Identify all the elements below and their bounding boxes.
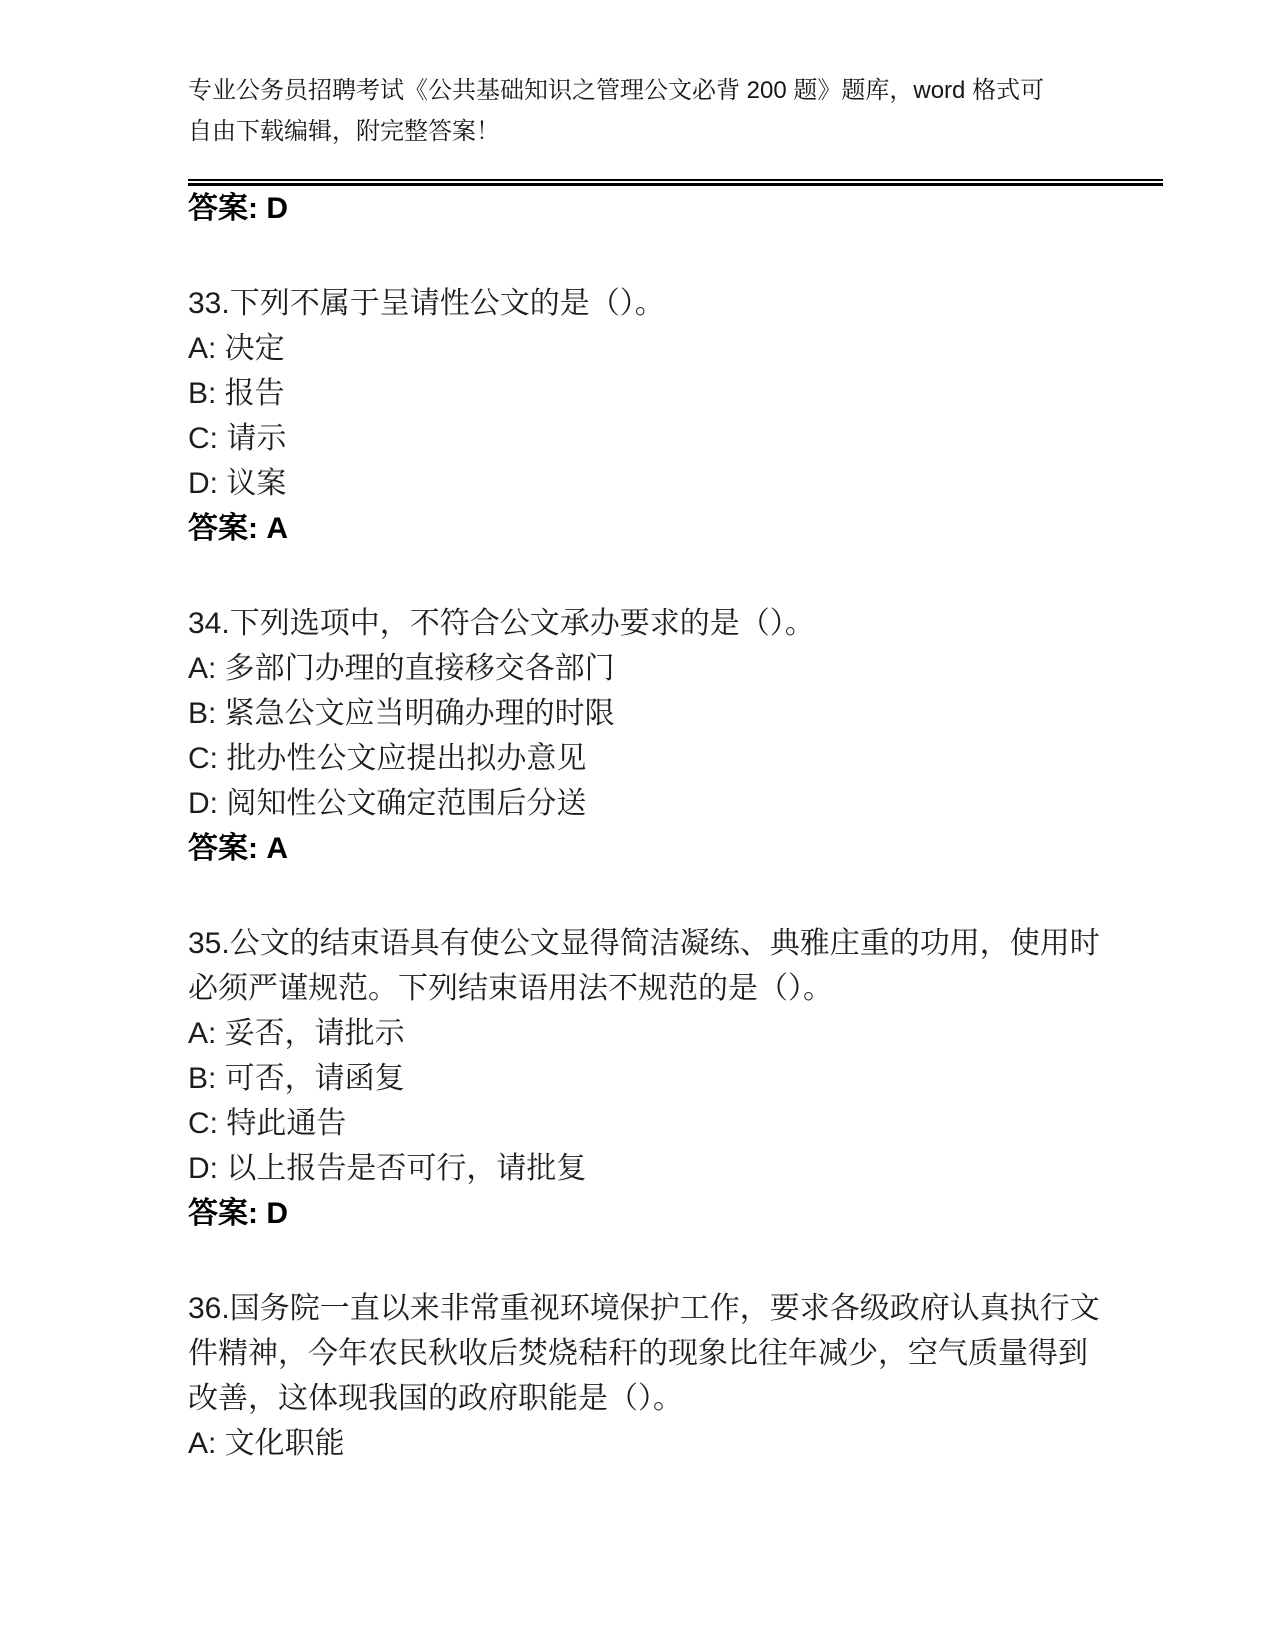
option-line: D: 议案 (188, 467, 287, 500)
document-body (188, 186, 1163, 1466)
option-line: B: 报告 (188, 377, 285, 410)
question-block-33 (188, 281, 1163, 551)
question-text: 33.下列不属于呈请性公文的是（）。 (188, 287, 665, 320)
header-double-rule (188, 179, 1163, 186)
answer-line: 答案: D (188, 1197, 288, 1230)
question-text: 35.公文的结束语具有使公文显得简洁凝练、典雅庄重的功用，使用时 (188, 927, 1100, 960)
answer-line: 答案: A (188, 512, 288, 545)
option-line: C: 批办性公文应提出拟办意见 (188, 742, 587, 775)
option-line: C: 请示 (188, 422, 287, 455)
option-line: A: 决定 (188, 332, 285, 365)
question-text: 必须严谨规范。下列结束语用法不规范的是（）。 (188, 972, 833, 1005)
page-header (188, 70, 1163, 152)
question-block-34 (188, 601, 1163, 871)
option-line: D: 以上报告是否可行，请批复 (188, 1152, 587, 1185)
question-block-35 (188, 921, 1163, 1236)
option-line: A: 妥否，请批示 (188, 1017, 405, 1050)
question-text: 改善，这体现我国的政府职能是（）。 (188, 1382, 683, 1415)
question-text: 36.国务院一直以来非常重视环境保护工作，要求各级政府认真执行文 (188, 1292, 1100, 1325)
option-line: A: 多部门办理的直接移交各部门 (188, 652, 615, 685)
option-line: D: 阅知性公文确定范围后分送 (188, 787, 587, 820)
header-line: 自由下载编辑，附完整答案！ (188, 118, 500, 145)
option-line: B: 紧急公文应当明确办理的时限 (188, 697, 615, 730)
option-line: A: 文化职能 (188, 1427, 345, 1460)
question-text: 34.下列选项中，不符合公文承办要求的是（）。 (188, 607, 815, 640)
answer-line: 答案: A (188, 832, 288, 865)
answer-line: 答案: D (188, 192, 288, 225)
question-block-36 (188, 1286, 1163, 1466)
option-line: B: 可否，请函复 (188, 1062, 405, 1095)
header-line: 专业公务员招聘考试《公共基础知识之管理公文必背 200 题》题库，word 格式可 (188, 77, 1045, 104)
option-line: C: 特此通告 (188, 1107, 347, 1140)
page-content (188, 70, 1163, 1466)
question-text: 件精神，今年农民秋收后焚烧秸秆的现象比往年减少，空气质量得到 (188, 1337, 1088, 1370)
